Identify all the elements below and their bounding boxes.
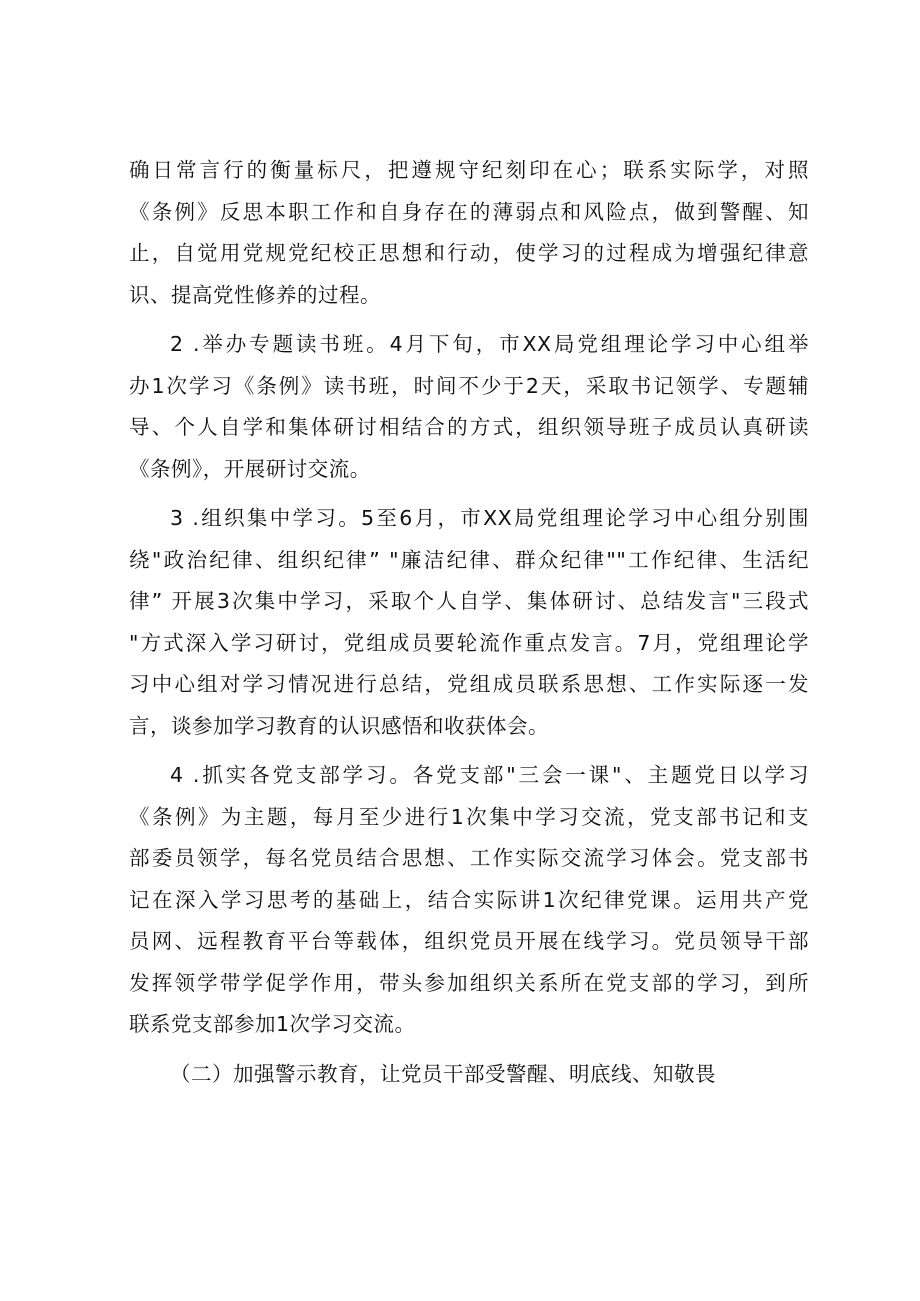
text-line: 办1次学习《条例》读书班，时间不少于2天，采取书记领学、专题辅 <box>129 373 809 398</box>
text-line: "方式深入学习研讨，党组成员要轮流作重点发言。7月，党组理论学 <box>129 630 809 655</box>
text-line: 联系党支部参加1次学习交流。 <box>129 1012 416 1036</box>
text-line: 《条例》反思本职工作和自身存在的薄弱点和风险点，做到警醒、知 <box>129 199 809 224</box>
text-line: 言，谈参加学习教育的认识感悟和收获体会。 <box>129 713 549 738</box>
text-line: 习中心组对学习情况进行总结，党组成员联系思想、工作实际逐一发 <box>129 672 809 696</box>
text-line: 绕"政治纪律、组织纪律” "廉洁纪律、群众纪律""工作纪律、生活纪 <box>129 547 809 572</box>
text-line: 3 .组织集中学习。5至6月，市XX局党组理论学习中心组分别围 <box>170 506 809 530</box>
paragraph-2 <box>129 324 809 490</box>
text-line: 识、提高党性修养的过程。 <box>129 282 381 307</box>
text-line: 员网、远程教育平台等载体，组织党员开展在线学习。党员领导干部 <box>129 929 809 953</box>
paragraph-3 <box>129 498 809 747</box>
text-line: 止，自觉用党规党纪校正思想和行动，使学习的过程成为增强纪律意 <box>129 241 809 265</box>
section-heading <box>129 1054 809 1096</box>
paragraph-4 <box>129 755 809 1046</box>
text-line: 《条例》，开展研讨交流。 <box>129 456 371 481</box>
text-line: 4 .抓实各党支部学习。各党支部"三会一课"、主题党日以学习 <box>170 763 809 787</box>
text-line: 《条例》为主题，每月至少进行1次集中学习交流，党支部书记和支 <box>129 804 809 829</box>
text-line: 2 .举办专题读书班。4月下旬，市XX局党组理论学习中心组举 <box>170 332 809 356</box>
text-line: 律” 开展3次集中学习，采取个人自学、集体研讨、总结发言"三段式 <box>129 589 809 613</box>
text-line: 记在深入学习思考的基础上，结合实际讲1次纪律党课。运用共产党 <box>129 887 809 912</box>
paragraph-1 <box>129 150 809 316</box>
text-line: 发挥领学带学促学作用，带头参加组织关系所在党支部的学习，到所 <box>129 970 809 995</box>
section-heading-text: （二）加强警示教育，让党员干部受警醒、明底线、知敬畏 <box>170 1061 716 1086</box>
document-body <box>129 150 809 1095</box>
text-line: 导、个人自学和集体研讨相结合的方式，组织领导班子成员认真研读 <box>129 415 809 439</box>
text-line: 部委员领学，每名党员结合思想、工作实际交流学习体会。党支部书 <box>129 846 809 870</box>
text-line: 确日常言行的衡量标尺，把遵规守纪刻印在心；联系实际学，对照 <box>129 158 809 182</box>
